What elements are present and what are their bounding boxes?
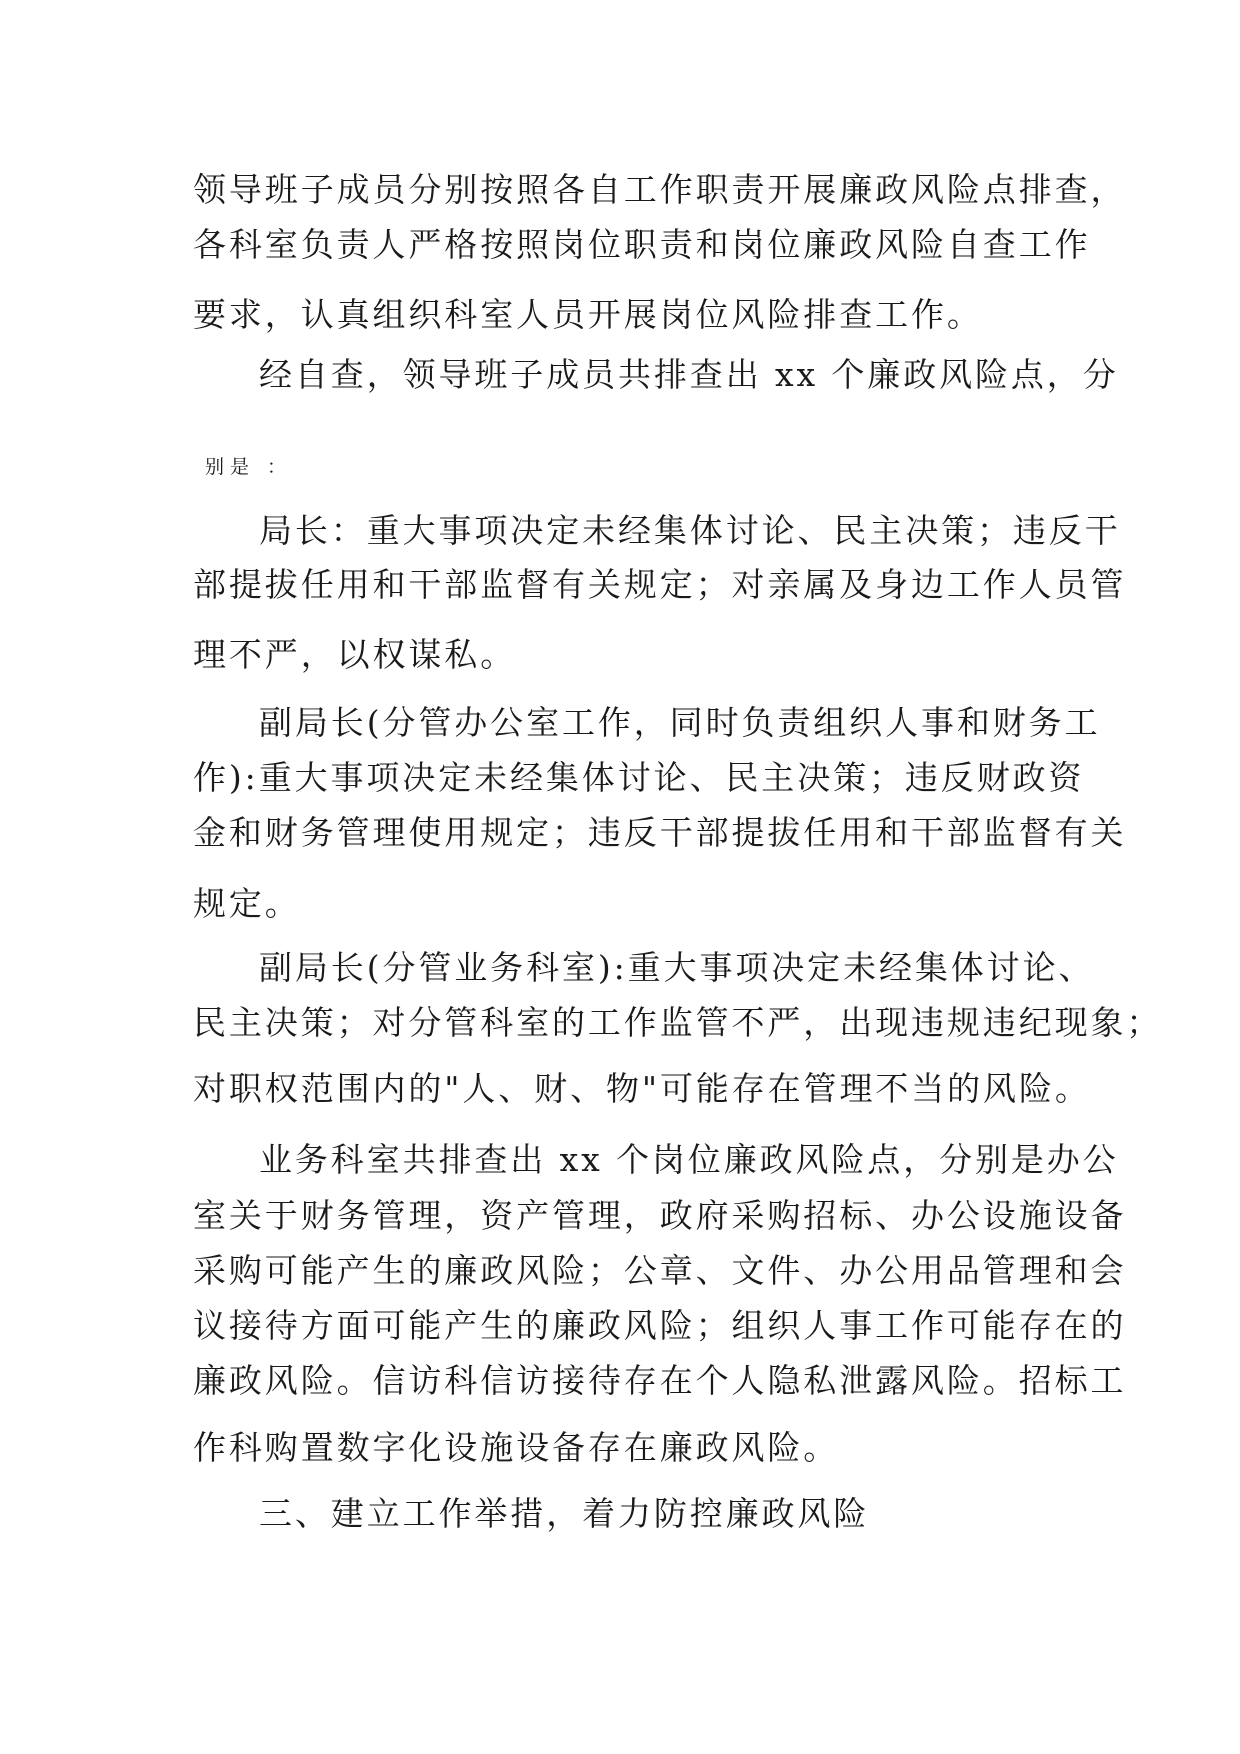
text-line: 各科室负责人严格按照岗位职责和岗位廉政风险自查工作	[193, 225, 1091, 264]
text-line: 民主决策；对分管科室的工作监管不严，出现违规违纪现象；	[193, 1003, 1163, 1042]
text-line: 对职权范围内的"人、财、物"可能存在管理不当的风险。	[193, 1069, 1091, 1108]
text-line: 规定。	[193, 884, 301, 923]
text-line: 经自查，领导班子成员共排查出 xx 个廉政风险点，分	[259, 355, 1119, 394]
text-line: 副局长(分管业务科室):重大事项决定未经集体讨论、	[259, 948, 1095, 987]
text-line: 廉政风险。信访科信访接待存在个人隐私泄露风险。招标工	[193, 1361, 1127, 1400]
section-heading: 三、建立工作举措，着力防控廉政风险	[259, 1494, 870, 1533]
text-line: 领导班子成员分别按照各自工作职责开展廉政风险点排查，	[193, 170, 1127, 209]
text-line: 局长：重大事项决定未经集体讨论、民主决策；违反干	[259, 511, 1121, 550]
text-line: 业务科室共排查出 xx 个岗位廉政风险点，分别是办公	[259, 1140, 1119, 1179]
text-line: 作):重大事项决定未经集体讨论、民主决策；违反财政资	[193, 758, 1085, 797]
text-line: 副局长(分管办公室工作，同时负责组织人事和财务工	[259, 703, 1101, 742]
text-line: 部提拔任用和干部监督有关规定；对亲属及身边工作人员管	[193, 565, 1127, 604]
text-line: 室关于财务管理，资产管理，政府采购招标、办公设施设备	[193, 1196, 1127, 1235]
text-line: 别是 ：	[205, 456, 293, 478]
text-line: 采购可能产生的廉政风险；公章、文件、办公用品管理和会	[193, 1251, 1127, 1290]
text-line: 金和财务管理使用规定；违反干部提拔任用和干部监督有关	[193, 813, 1127, 852]
text-line: 议接待方面可能产生的廉政风险；组织人事工作可能存在的	[193, 1306, 1127, 1345]
text-line: 要求，认真组织科室人员开展岗位风险排查工作。	[193, 295, 983, 334]
text-line: 理不严，以权谋私。	[193, 635, 517, 674]
text-line: 作科购置数字化设施设备存在廉政风险。	[193, 1428, 840, 1467]
